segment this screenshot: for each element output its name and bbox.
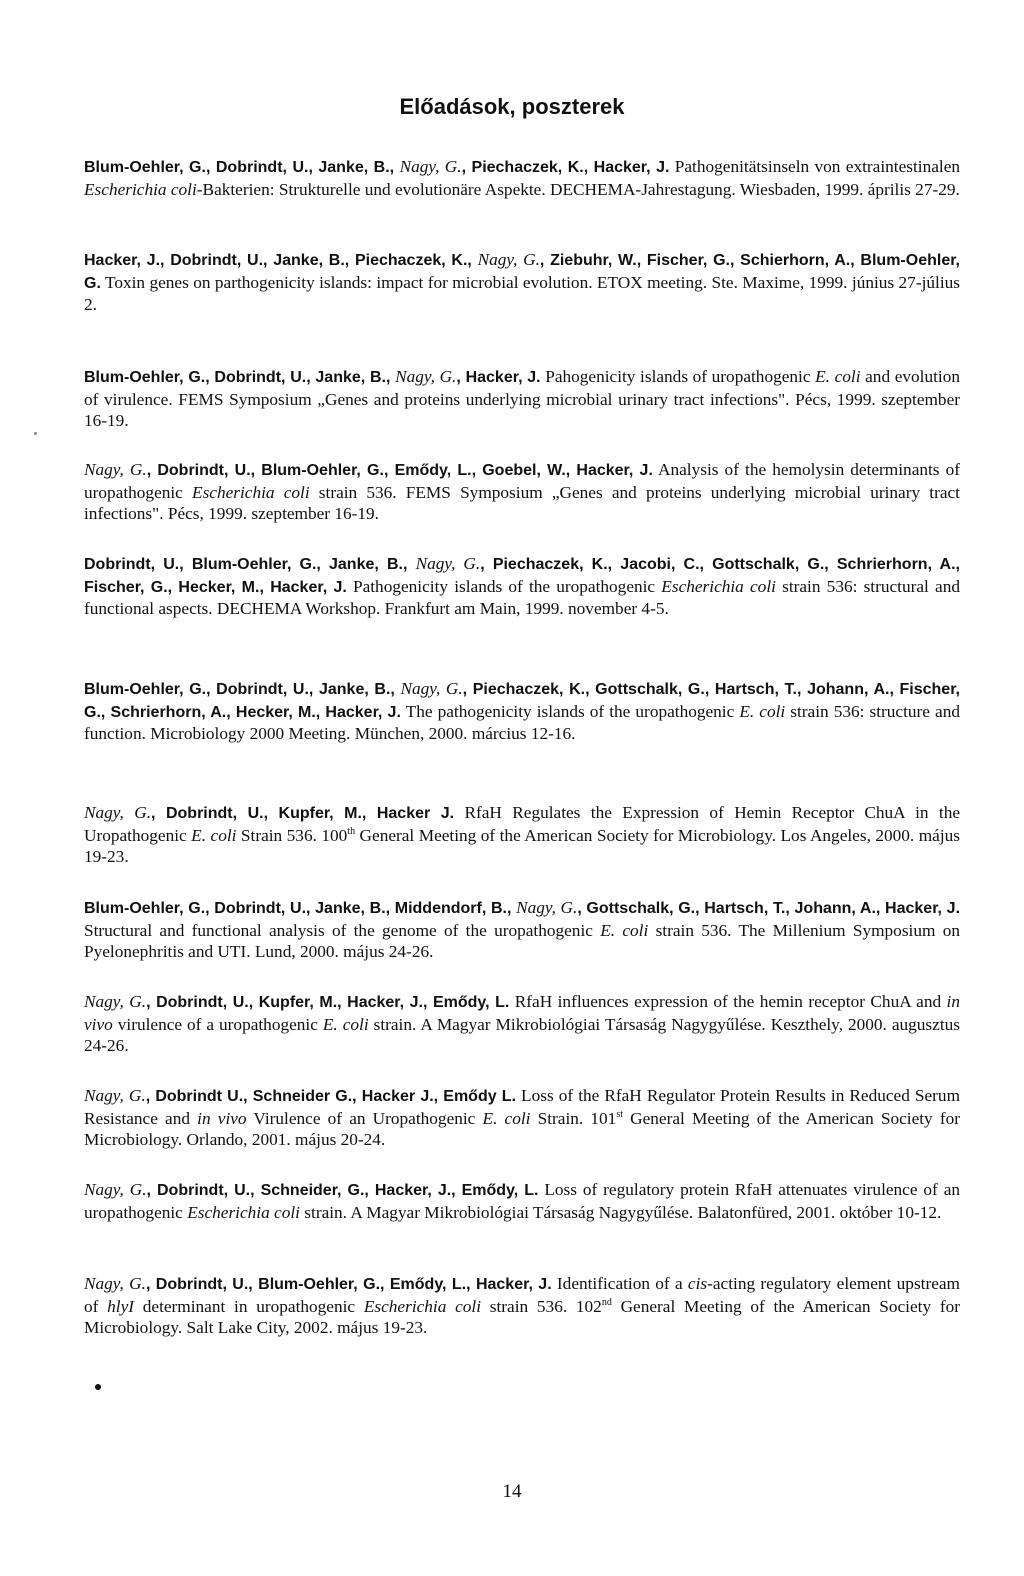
reference-entry: [84, 897, 960, 963]
authors-text: Hacker, J., Dobrindt, U., Janke, B., Piechaczek, K.,: [84, 252, 478, 269]
italic-text: Escherichia coli: [84, 179, 197, 199]
authors-text: , Dobrindt, U., Schneider, G., Hacker, J., Emődy, L.: [146, 1182, 539, 1199]
scan-dot: [34, 432, 37, 435]
citation-text: strain. A Magyar Mikrobiológiai Társaság Nagygyűlése. Keszthely, 2000. augusztus 24-26.: [84, 1014, 960, 1056]
authors-text: , Gottschalk, G., Hartsch, T., Johann, A., Hacker, J.: [577, 900, 961, 917]
citation-text: Toxin genes on parthogenicity islands: impact for microbial evolution. ETOX meeting. Ste. Maxime, 1999. június 27-július 2.: [84, 272, 960, 315]
italic-text: E. coli: [600, 920, 649, 940]
authors-text: , Dobrindt, U., Kupfer, M., Hacker, J., Emődy, L.: [146, 994, 510, 1011]
reference-entry: [84, 553, 960, 620]
italic-text: Nagy, G.: [399, 157, 462, 176]
citation-text: -acting regulatory element upstream of: [84, 1274, 961, 1316]
italic-text: Escherichia coli: [187, 1202, 300, 1222]
citation-text: and evolution of virulence. FEMS Symposium „Genes and proteins underlying microbial urinary tract infections". Pécs, 1999. szeptember 16-19.: [84, 367, 960, 431]
italic-text: hlyI: [107, 1296, 135, 1316]
reference-entry: [84, 249, 960, 316]
citation-text: Identification of a: [551, 1274, 688, 1293]
citation-text: Pathogenitätsinseln von extraintestinalen: [669, 157, 961, 176]
italic-text: Nagy, G.: [84, 460, 147, 479]
italic-text: Nagy, G.: [415, 554, 481, 573]
citation-text: RfaH Regulates the Expression of Hemin Receptor ChuA in the Uropathogenic: [84, 803, 961, 845]
citation-text: Pathogenicity islands of the uropathogenic: [346, 576, 662, 596]
citation-text: General Meeting of the American Society for Microbiology. Los Angeles, 2000. május 19-23.: [84, 825, 960, 867]
citation-text: Strain. 101: [530, 1108, 617, 1128]
authors-text: Blum-Oehler, G., Dobrindt, U., Janke, B.,: [84, 159, 400, 176]
italic-text: E. coli: [815, 367, 861, 386]
italic-text: Nagy, G.: [400, 679, 463, 698]
page-title: Előadások, poszterek: [399, 94, 625, 119]
citation-text: strain 536: structure and function. Microbiology 2000 Meeting. München, 2000. március 12-16.: [84, 701, 960, 744]
citation-text: Pahogenicity islands of uropathogenic: [540, 367, 816, 386]
authors-text: , Dobrindt, U., Blum-Oehler, G., Emődy, L., Hacker, J.: [145, 1276, 552, 1293]
citation-text: -Bakterien: Strukturelle und evolutionäre Aspekte. DECHEMA-Jahrestagung. Wiesbaden, 1999. április 27-29.: [196, 179, 960, 199]
citation-text: Structural and functional analysis of the genome of the uropathogenic: [84, 920, 601, 940]
ordinal-suffix: nd: [601, 1296, 612, 1308]
italic-text: Nagy, G.: [84, 992, 147, 1011]
authors-text: Blum-Oehler, G., Dobrindt, U., Janke, B., Middendorf, B.,: [84, 900, 517, 917]
reference-entry: [84, 459, 960, 525]
italic-text: Nagy, G.: [84, 1274, 146, 1293]
citation-text: Strain 536. 100: [236, 825, 348, 845]
citation-text: Loss of the RfaH Regulator Protein Results in Reduced Serum Resistance and: [84, 1086, 961, 1128]
italic-text: in vivo: [84, 992, 960, 1034]
citation-text: RfaH influences expression of the hemin receptor ChuA and: [509, 992, 947, 1011]
italic-text: Escherichia coli: [363, 1296, 482, 1316]
authors-text: Blum-Oehler, G., Dobrindt, U., Janke, B.,: [84, 369, 396, 386]
bullet-mark: [95, 1384, 101, 1390]
ordinal-suffix: st: [616, 1108, 623, 1120]
citation-text: strain 536: structural and functional aspects. DECHEMA Workshop. Frankfurt am Main, 1999. november 4-5.: [84, 576, 960, 619]
reference-entry: [84, 366, 960, 432]
citation-text: The pathogenicity islands of the uropathogenic: [400, 701, 740, 721]
citation-text: General Meeting of the American Society for Microbiology. Orlando, 2001. május 20-24.: [84, 1108, 961, 1150]
italic-text: E. coli: [482, 1108, 531, 1128]
reference-entry: [84, 1179, 960, 1223]
citation-text: strain 536. The Millenium Symposium on Pyelonephritis and UTI. Lund, 2000. május 24-26.: [84, 920, 960, 962]
italic-text: Nagy, G.: [84, 1086, 146, 1105]
authors-text: , Dobrindt, U., Blum-Oehler, G., Emődy, L., Goebel, W., Hacker, J.: [146, 462, 653, 479]
authors-text: , Ziebuhr, W., Fischer, G., Schierhorn, A., Blum-Oehler, G.: [84, 252, 961, 292]
citation-text: strain 536. 102: [481, 1296, 602, 1316]
reference-entry: [84, 1085, 960, 1151]
reference-entry: [84, 802, 960, 868]
italic-text: in vivo: [197, 1108, 247, 1128]
italic-text: Escherichia coli: [661, 576, 776, 596]
authors-text: , Piechaczek, K., Gottschalk, G., Hartsch, T., Johann, A., Fischer, G., Schrierhorn, A., Hecker, M., Hacker, J.: [84, 681, 960, 721]
italic-text: E. coli: [322, 1014, 369, 1034]
reference-entry: [84, 156, 960, 200]
citation-text: General Meeting of the American Society for Microbiology. Salt Lake City, 2002. május 19-23.: [84, 1296, 960, 1338]
authors-text: , Dobrindt U., Schneider G., Hacker J., Emődy L.: [145, 1088, 517, 1105]
italic-text: Nagy, G.: [84, 1180, 147, 1199]
authors-text: , Piechaczek, K., Jacobi, C., Gottschalk, G., Schrierhorn, A., Fischer, G., Hecker, M., Hacker, J.: [84, 556, 961, 596]
italic-text: E. coli: [191, 825, 237, 845]
authors-text: , Piechaczek, K., Hacker, J.: [461, 159, 670, 176]
reference-entry: [84, 678, 960, 745]
citation-text: determinant in uropathogenic: [134, 1296, 364, 1316]
italic-text: E. coli: [739, 701, 786, 721]
reference-entry: [84, 991, 960, 1057]
italic-text: Escherichia coli: [192, 482, 310, 502]
italic-text: Nagy, G.: [477, 250, 540, 269]
authors-text: Dobrindt, U., Blum-Oehler, G., Janke, B.,: [84, 556, 416, 573]
italic-text: Nagy, G.: [516, 898, 578, 917]
italic-text: Nagy, G.: [395, 367, 457, 386]
authors-text: , Hacker, J.: [456, 369, 541, 386]
citation-text: virulence of a uropathogenic: [112, 1014, 323, 1034]
italic-text: cis: [687, 1274, 708, 1293]
citation-text: strain 536. FEMS Symposium „Genes and proteins underlying microbial urinary tract infections". Pécs, 1999. szeptember 16-19.: [84, 482, 960, 524]
reference-entry: [84, 1273, 960, 1339]
citation-text: Loss of regulatory protein RfaH attenuates virulence of an uropathogenic: [84, 1180, 961, 1222]
citation-text: strain. A Magyar Mikrobiológiai Társaság Nagygyűlése. Balatonfüred, 2001. október 10-12.: [299, 1202, 942, 1222]
page-number: 14: [502, 1481, 522, 1502]
authors-text: Blum-Oehler, G., Dobrindt, U., Janke, B.,: [84, 681, 401, 698]
italic-text: Nagy, G.: [84, 803, 152, 822]
ordinal-suffix: th: [347, 825, 356, 837]
authors-text: , Dobrindt, U., Kupfer, M., Hacker J.: [151, 805, 455, 822]
citation-text: Virulence of an Uropathogenic: [246, 1108, 483, 1128]
citation-text: Analysis of the hemolysin determinants of uropathogenic: [84, 460, 960, 502]
